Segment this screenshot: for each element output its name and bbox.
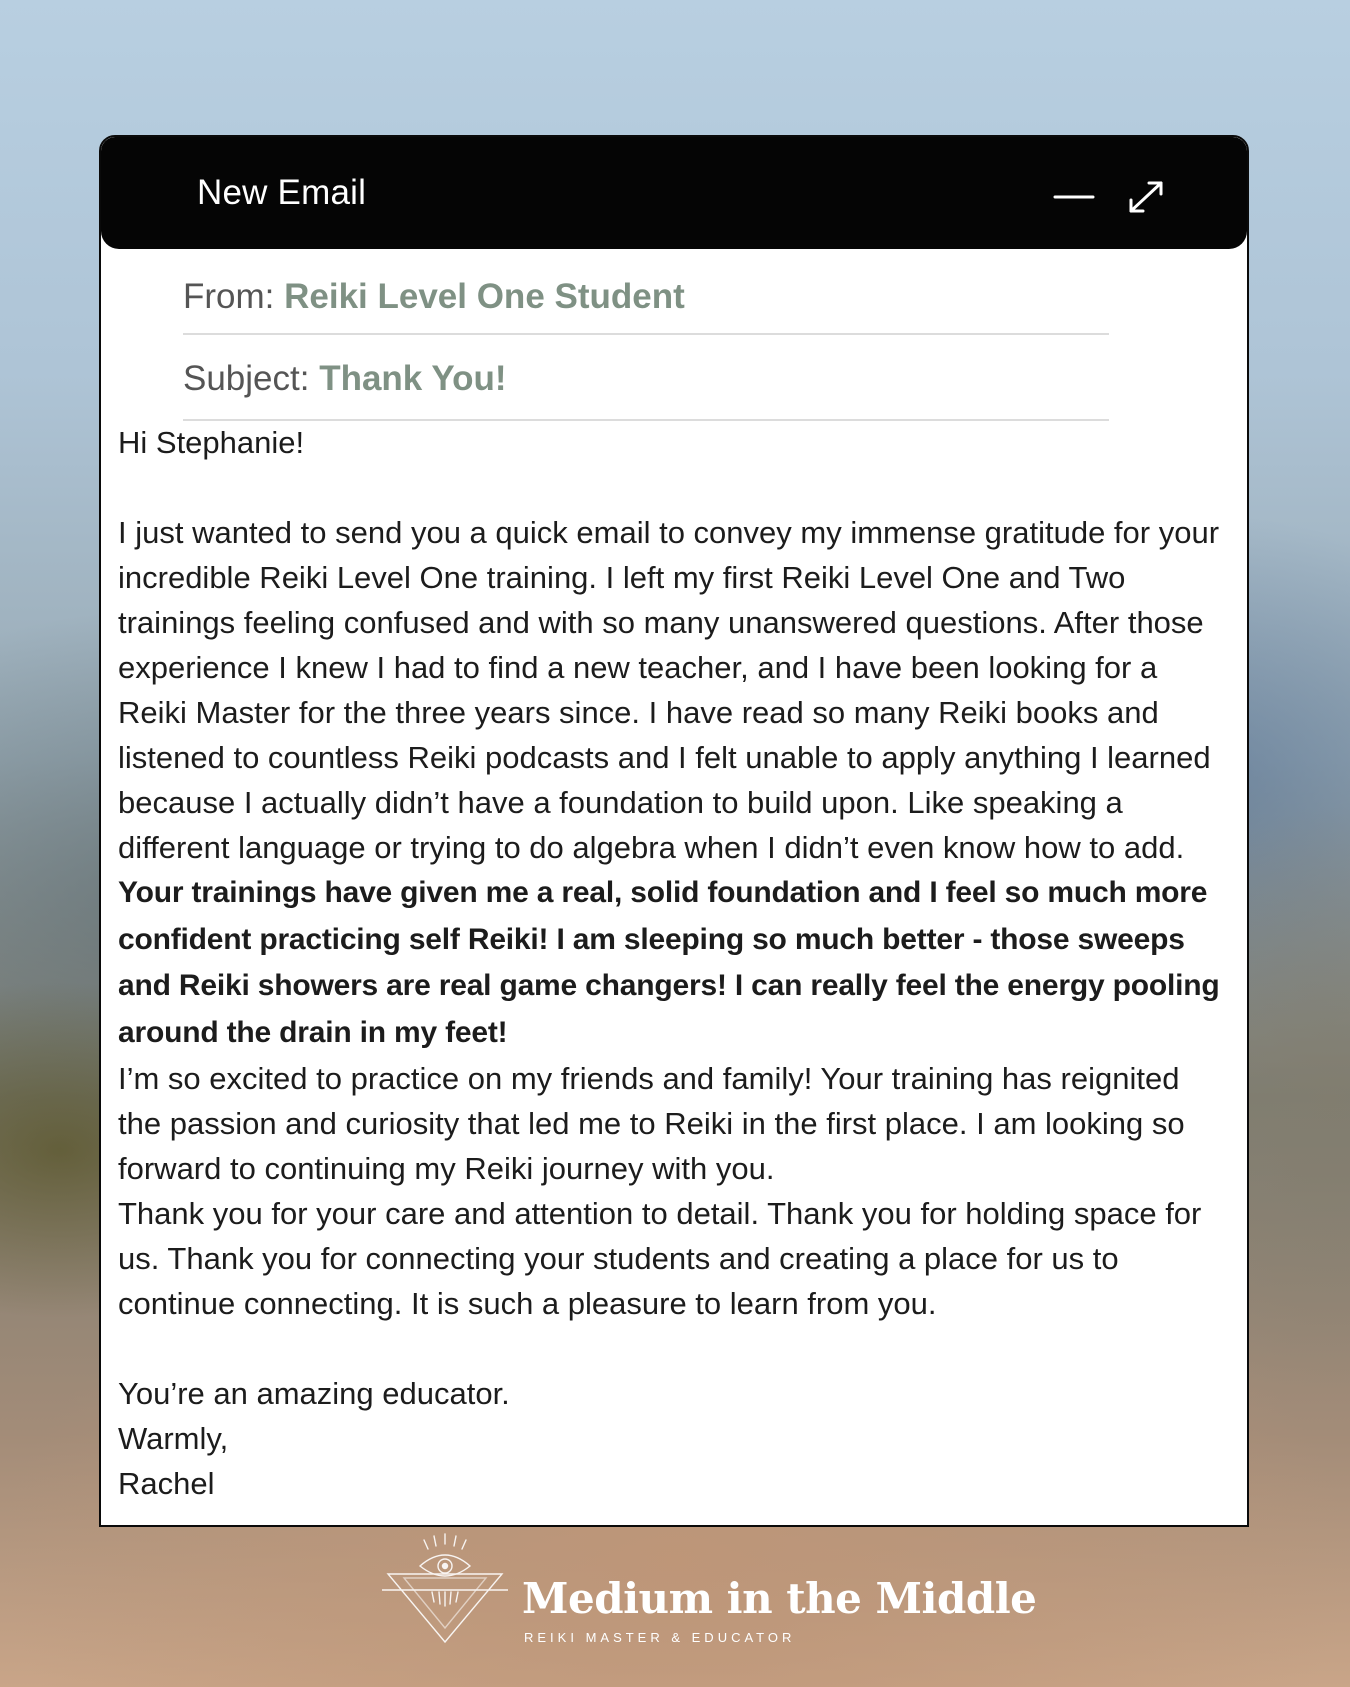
window-title: New Email: [197, 173, 367, 212]
brand-logo: [382, 1530, 1037, 1650]
blank-line: [118, 1326, 1228, 1371]
minimize-button[interactable]: [1051, 177, 1097, 217]
minimize-icon: [1051, 177, 1097, 217]
window-titlebar: [101, 137, 1247, 249]
brand-tagline: REIKI MASTER & EDUCATOR: [524, 1630, 796, 1645]
expand-icon: [1123, 177, 1169, 217]
brand-name: Medium in the Middle: [522, 1574, 1037, 1623]
subject-label: Subject:: [183, 359, 320, 398]
eye-triangle-logo-icon: [382, 1530, 508, 1650]
body-paragraph-4: Thank you for your care and attention to detail. Thank you for holding space for us. Thank you for connecting your students and creating a place for us to continue connecting. It is such a pleasure to learn from you.: [118, 1196, 1202, 1321]
subject-value: Thank You!: [319, 359, 507, 398]
from-field[interactable]: [183, 277, 1109, 335]
greeting: Hi Stephanie!: [118, 425, 305, 460]
body-paragraph-3: I’m so excited to practice on my friends and family! Your training has reignited the passion and curiosity that led me to Reiki in the first place. I am looking so forward to continuing my Reiki journey with you.: [118, 1061, 1185, 1186]
from-label: From:: [183, 277, 285, 316]
email-compose-window: [99, 135, 1249, 1527]
from-value: Reiki Level One Student: [284, 277, 685, 316]
email-body[interactable]: [118, 420, 1228, 1506]
body-paragraph-1: I just wanted to send you a quick email to convey my immense gratitude for your incredible Reiki Level One training. I left my first Reiki Level One and Two trainings feeling confused and with so many unanswered questions. After those experience I knew I had to find a new teacher, and I have been looking for a Reiki Master for the three years since. I have read so many Reiki books and listened to countless Reiki podcasts and I felt unable to apply anything I learned because I actually didn’t have a foundation to build upon. Like speaking a different language or trying to do algebra when I didn’t even know how to add.: [118, 515, 1220, 865]
subject-field[interactable]: [183, 359, 1109, 421]
sign-off: Warmly,: [118, 1421, 229, 1456]
expand-button[interactable]: [1123, 177, 1169, 217]
closing-line: You’re an amazing educator.: [118, 1376, 510, 1411]
signature: Rachel: [118, 1466, 215, 1501]
blank-line: [118, 465, 1228, 510]
body-paragraph-2-bold: Your trainings have given me a real, solid foundation and I feel so much more confident practicing self Reiki! I am sleeping so much better - those sweeps and Reiki showers are real game changers! I can really feel the energy pooling around the drain in my feet!: [118, 876, 1220, 1049]
